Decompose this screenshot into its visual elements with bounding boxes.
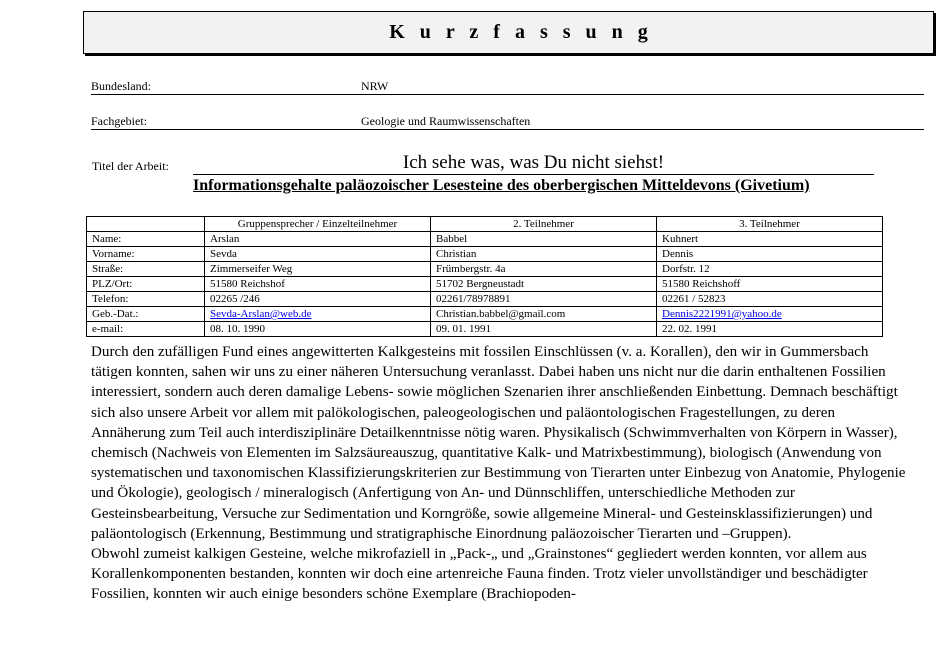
participants-table: [86, 216, 883, 337]
titel-label: Titel der Arbeit:: [92, 159, 169, 173]
field-bundesland: [91, 79, 924, 95]
table-cell: 08. 10. 1990: [205, 322, 431, 337]
table-cell: 02261/78978891: [431, 292, 657, 307]
page-title: K u r z f a s s u n g: [389, 21, 653, 43]
table-row: [87, 262, 883, 277]
table-cell: 51580 Reichshoff: [657, 277, 883, 292]
table-cell: Frümbergstr. 4a: [431, 262, 657, 277]
table-cell: Christian.babbel@gmail.com: [431, 307, 657, 322]
abstract-text: [91, 342, 909, 605]
table-cell: Christian: [431, 247, 657, 262]
table-cell: 51580 Reichshof: [205, 277, 431, 292]
table-cell: Zimmerseifer Weg: [205, 262, 431, 277]
header-cell: [87, 217, 205, 232]
row-label: Straße:: [87, 262, 205, 277]
header-cell: 2. Teilnehmer: [431, 217, 657, 232]
table-row: [87, 247, 883, 262]
field-value: NRW: [361, 79, 389, 93]
header-cell: Gruppensprecher / Einzelteilnehmer: [205, 217, 431, 232]
header-cell: 3. Teilnehmer: [657, 217, 883, 232]
table-cell: Kuhnert: [657, 232, 883, 247]
table-cell: [205, 307, 431, 322]
row-label: PLZ/Ort:: [87, 277, 205, 292]
table-cell: Sevda: [205, 247, 431, 262]
table-row: [87, 232, 883, 247]
titel-main: Ich sehe was, was Du nicht siehst!: [193, 151, 874, 175]
table-cell: Arslan: [205, 232, 431, 247]
field-label: Fachgebiet:: [91, 114, 147, 128]
table-header-row: [87, 217, 883, 232]
table-row: [87, 322, 883, 337]
row-label: Telefon:: [87, 292, 205, 307]
email-link[interactable]: Dennis2221991@yahoo.de: [662, 308, 782, 320]
row-label: Vorname:: [87, 247, 205, 262]
table-cell: 02265 /246: [205, 292, 431, 307]
table-cell: 51702 Bergneustadt: [431, 277, 657, 292]
titel-subtitle: Informationsgehalte paläozoischer Lesesteine des oberbergischen Mitteldevons (Givetium): [193, 177, 810, 194]
field-value: Geologie und Raumwissenschaften: [361, 114, 531, 128]
abstract-paragraph: Obwohl zumeist kalkigen Gesteine, welche mikrofaziell in „Pack-„ und „Grainstones“ gegliedert werden konnten, vor allem aus Korallenkomponenten bestanden, konnten wir doch eine artenreiche Fauna finden. Trotz vieler unvollständiger und beschädigter Fossilien, konnten wir auch einige besonders schöne Exemplare (Brachiopoden-: [91, 546, 868, 603]
row-label: Name:: [87, 232, 205, 247]
table-cell: Dennis: [657, 247, 883, 262]
row-label: Geb.-Dat.:: [87, 307, 205, 322]
table-row: [87, 307, 883, 322]
table-cell: Babbel: [431, 232, 657, 247]
title-box: [83, 11, 934, 54]
email-link[interactable]: Sevda-Arslan@web.de: [210, 308, 312, 320]
table-row: [87, 292, 883, 307]
field-fachgebiet: [91, 114, 924, 130]
abstract-paragraph: Durch den zufälligen Fund eines angewitterten Kalkgesteins mit fossilen Einschlüssen (v. a. Korallen), den wir in Gummersbach tätigen konnten, sahen wir uns zu einer näheren Untersuchung veranlasst. Dabei haben uns nicht nur die darin enthaltenen Fossilien interessiert, sondern auch deren damalige Lebens- sowie möglichen Szenarien ihrer anschließenden Einbettung. Demnach beschäftigt sich also unsere Arbeit vor allem mit palökologischen, paleogeologischen und paläontologischen Fragestellungen, zu deren Annäherung zum Teil auch interdisziplinäre Detailkenntnisse nötig waren. Physikalisch (Schwimmverhalten von Körpern in Wasser), chemisch (Nachweis von Elementen im Salzsäureauszug, quantitative Kalk- und Matrixbestimmung), biologisch (Anwendung von systematischen und taxonomischen Klassifizierungskriterien zur Bestimmung von Tierarten unter Einbezug von Anatomie, Phylogenie und Ökologie), geologisch / mineralogisch (Anfertigung von An- und Dünnschliffen, unterschiedliche Methoden zur Gesteinsbearbeitung, Versuche zur Sedimentation und Korngröße, sowie allgemeine Mineral- und Gesteinsklassifizierungen) und paläontologisch (Erkennung, Bestimmung und stratigraphische Einordnung paläozoischer Tierarten und –Gruppen).: [91, 344, 906, 542]
table-cell: 09. 01. 1991: [431, 322, 657, 337]
table-cell: Dorfstr. 12: [657, 262, 883, 277]
table-cell: 02261 / 52823: [657, 292, 883, 307]
row-label: e-mail:: [87, 322, 205, 337]
field-label: Bundesland:: [91, 79, 151, 93]
table-cell: 22. 02. 1991: [657, 322, 883, 337]
table-cell: [657, 307, 883, 322]
table-row: [87, 277, 883, 292]
